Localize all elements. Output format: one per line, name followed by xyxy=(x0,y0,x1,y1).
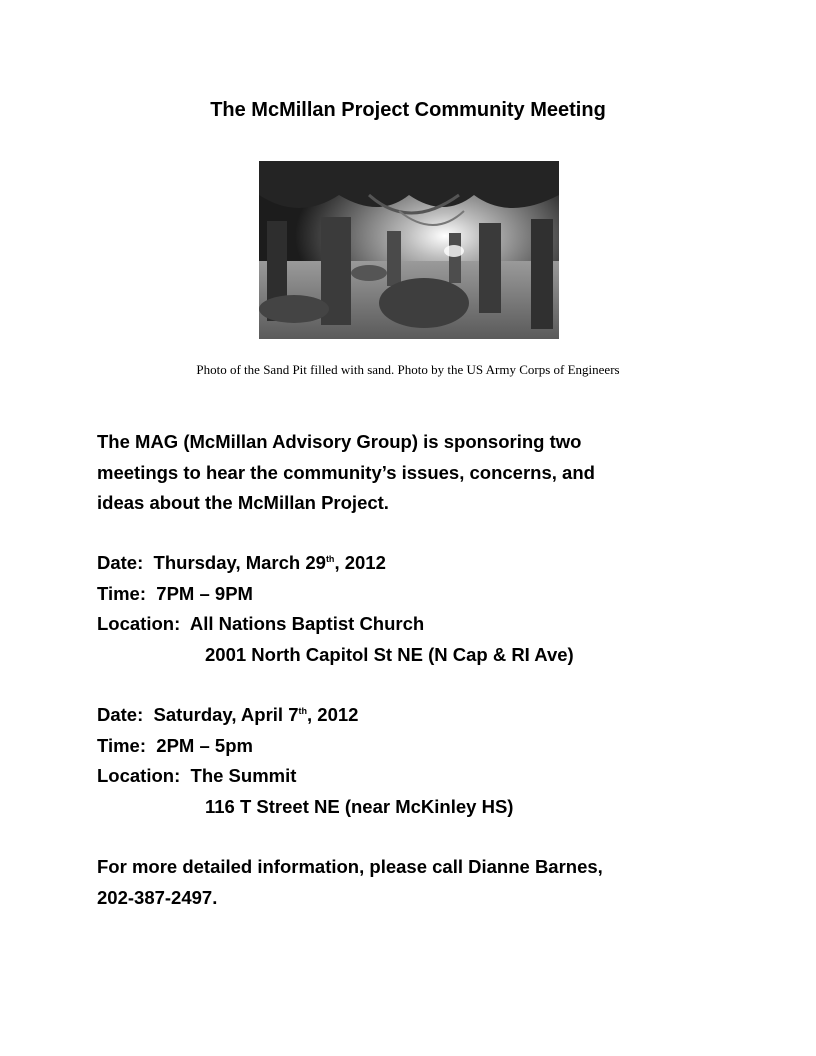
date-label: Date: xyxy=(97,552,144,573)
time-value: 7PM – 9PM xyxy=(156,582,253,604)
intro-paragraph xyxy=(97,427,717,519)
intro-line: The MAG (McMillan Advisory Group) is sponsoring two xyxy=(97,431,582,452)
meeting-time xyxy=(97,579,717,610)
photo-caption: Photo of the Sand Pit filled with sand. Photo by the US Army Corps of Engineers xyxy=(196,362,620,377)
date-value: Saturday, April 7 xyxy=(153,704,299,725)
meeting-location xyxy=(97,761,717,792)
date-suffix: th xyxy=(325,554,335,564)
time-label: Time: xyxy=(97,582,147,604)
date-value: Thursday, March 29 xyxy=(153,552,326,573)
contact-paragraph xyxy=(97,852,717,913)
location-name: All Nations Baptist Church xyxy=(189,613,425,634)
sand-pit-photo xyxy=(259,161,559,339)
date-label: Date: xyxy=(97,704,144,725)
meeting-date xyxy=(97,548,717,579)
meeting-1 xyxy=(97,548,717,670)
contact-phone: 202-387-2497. xyxy=(97,886,218,908)
date-year: , 2012 xyxy=(334,552,386,573)
date-suffix: th xyxy=(298,706,308,716)
intro-line: meetings to hear the community’s issues, concerns, and xyxy=(97,461,595,483)
date-year: , 2012 xyxy=(307,704,359,725)
meeting-2 xyxy=(97,700,717,822)
time-label: Time: xyxy=(97,734,147,756)
location-name: The Summit xyxy=(190,765,297,786)
meeting-time xyxy=(97,731,717,762)
location-label: Location: xyxy=(97,613,181,634)
intro-line: ideas about the McMillan Project. xyxy=(97,492,389,513)
meeting-location xyxy=(97,609,717,640)
location-address: 116 T Street NE (near McKinley HS) xyxy=(205,795,514,817)
sand-pit-underground-photo-icon xyxy=(259,161,559,339)
contact-line: For more detailed information, please call Dianne Barnes, xyxy=(97,856,603,877)
meeting-date xyxy=(97,700,717,731)
location-label: Location: xyxy=(97,765,181,786)
time-value: 2PM – 5pm xyxy=(156,734,253,756)
page-title: The McMillan Project Community Meeting xyxy=(210,99,606,121)
location-address: 2001 North Capitol St NE (N Cap & RI Ave) xyxy=(205,643,574,665)
